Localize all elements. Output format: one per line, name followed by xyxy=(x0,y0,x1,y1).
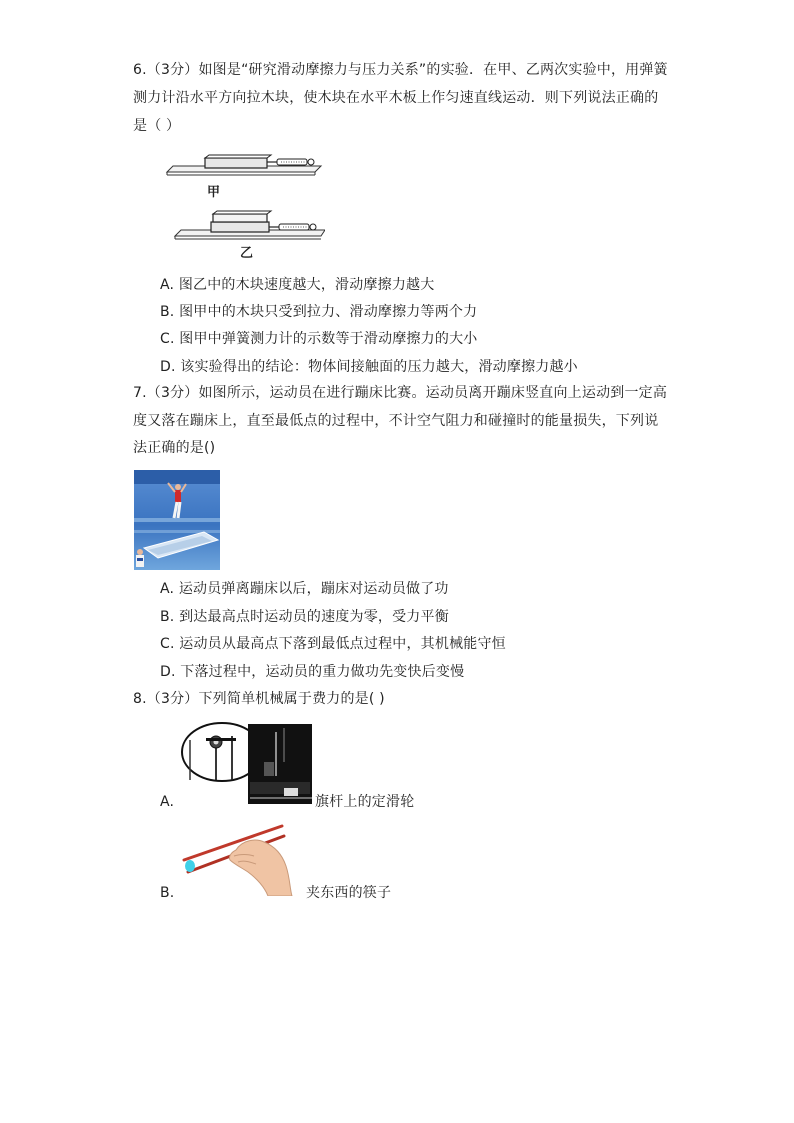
q8-stem: 8.（3分）下列简单机械属于费力的是( ) xyxy=(133,691,385,707)
q6-option-d: D. 该实验得出的结论：物体间接触面的压力越大，滑动摩擦力越小 xyxy=(160,359,578,375)
q8-option-a-text: 旗杆上的定滑轮 xyxy=(315,794,415,810)
chopsticks-hand-photo xyxy=(178,820,298,896)
friction-experiment-figure xyxy=(165,150,325,250)
q7-stem-line1: 7.（3分）如图所示，运动员在进行蹦床比赛。运动员离开蹦床竖直向上运动到一定高 xyxy=(133,385,668,401)
q6-stem-line1: 6.（3分）如图是“研究滑动摩擦力与压力关系”的实验．在甲、乙两次实验中，用弹簧 xyxy=(133,62,668,78)
q6-stem-line2: 测力计沿水平方向拉木块，使木块在水平木板上作匀速直线运动．则下列说法正确的 xyxy=(133,90,659,106)
q7-stem-line3: 法正确的是() xyxy=(133,440,216,456)
q8-option-a-letter: A. xyxy=(160,794,175,810)
q7-option-a: A. 运动员弹离蹦床以后，蹦床对运动员做了功 xyxy=(160,581,449,597)
q7-option-b: B. 到达最高点时运动员的速度为零，受力平衡 xyxy=(160,609,449,625)
q7-option-d: D. 下落过程中，运动员的重力做功先变快后变慢 xyxy=(160,664,465,680)
figure-label-jia: 甲 xyxy=(207,185,221,200)
q6-stem-line3: 是（ ） xyxy=(133,118,181,134)
trampoline-photo xyxy=(134,470,220,570)
q8-option-b-letter: B. xyxy=(160,885,175,901)
q6-option-c: C. 图甲中弹簧测力计的示数等于滑动摩擦力的大小 xyxy=(160,331,478,347)
q7-option-c: C. 运动员从最高点下落到最低点过程中，其机械能守恒 xyxy=(160,636,506,652)
flagpole-pulley-photo xyxy=(180,722,314,808)
q6-option-a: A. 图乙中的木块速度越大，滑动摩擦力越大 xyxy=(160,277,435,293)
q8-option-b-text: 夹东西的筷子 xyxy=(306,885,392,901)
figure-label-yi: 乙 xyxy=(240,246,254,261)
q7-stem-line2: 度又落在蹦床上，直至最低点的过程中，不计空气阻力和碰撞时的能量损失，下列说 xyxy=(133,413,659,429)
q6-option-b: B. 图甲中的木块只受到拉力、滑动摩擦力等两个力 xyxy=(160,304,478,320)
